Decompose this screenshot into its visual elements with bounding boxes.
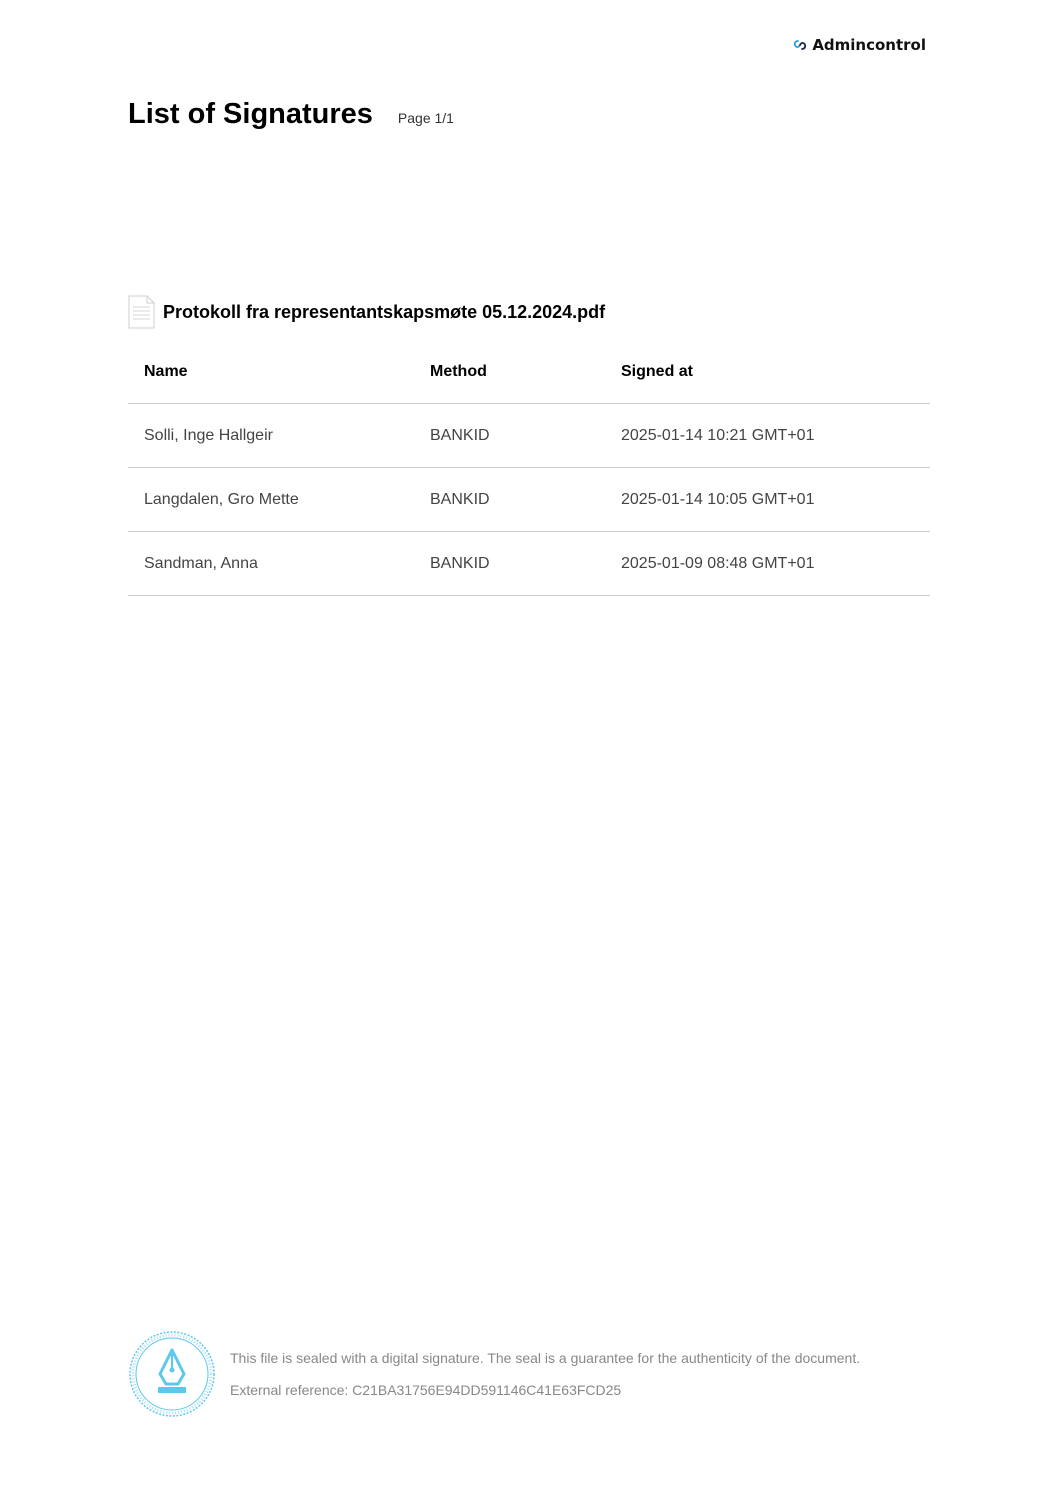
seal-info <box>230 1350 860 1398</box>
signed-timestamp: 2025-01-14 10:21 GMT+01 <box>605 404 930 468</box>
table-row <box>128 468 930 532</box>
column-header-name: Name <box>128 341 414 404</box>
signing-method: BANKID <box>414 468 605 532</box>
brand-name: Admincontrol <box>812 36 926 54</box>
document-row <box>128 295 605 329</box>
signed-timestamp: 2025-01-09 08:48 GMT+01 <box>605 532 930 596</box>
table-row <box>128 404 930 468</box>
signer-name: Sandman, Anna <box>128 532 414 596</box>
signer-name: Langdalen, Gro Mette <box>128 468 414 532</box>
external-reference: External reference: C21BA31756E94DD591146C41E63FCD25 <box>230 1382 622 1398</box>
signing-method: BANKID <box>414 532 605 596</box>
pen-nib-seal-icon <box>128 1330 216 1418</box>
document-filename: Protokoll fra representantskapsmøte 05.12.2024.pdf <box>163 301 606 322</box>
signatures-table <box>128 341 930 596</box>
seal-statement: This file is sealed with a digital signature. The seal is a guarantee for the authenticity of the document. <box>230 1350 861 1366</box>
signer-name: Solli, Inge Hallgeir <box>128 404 414 468</box>
signing-method: BANKID <box>414 404 605 468</box>
brand-logo <box>792 36 926 54</box>
column-header-signed-at: Signed at <box>605 341 930 404</box>
seal-footer <box>128 1330 860 1418</box>
column-header-method: Method <box>414 341 605 404</box>
admincontrol-logo-icon <box>792 37 808 53</box>
table-row <box>128 532 930 596</box>
page-number: Page 1/1 <box>397 110 454 126</box>
page-title: List of Signatures <box>128 98 373 130</box>
document-icon <box>128 295 155 329</box>
table-header-row <box>128 341 930 404</box>
signed-timestamp: 2025-01-14 10:05 GMT+01 <box>605 468 930 532</box>
title-row <box>128 98 454 131</box>
